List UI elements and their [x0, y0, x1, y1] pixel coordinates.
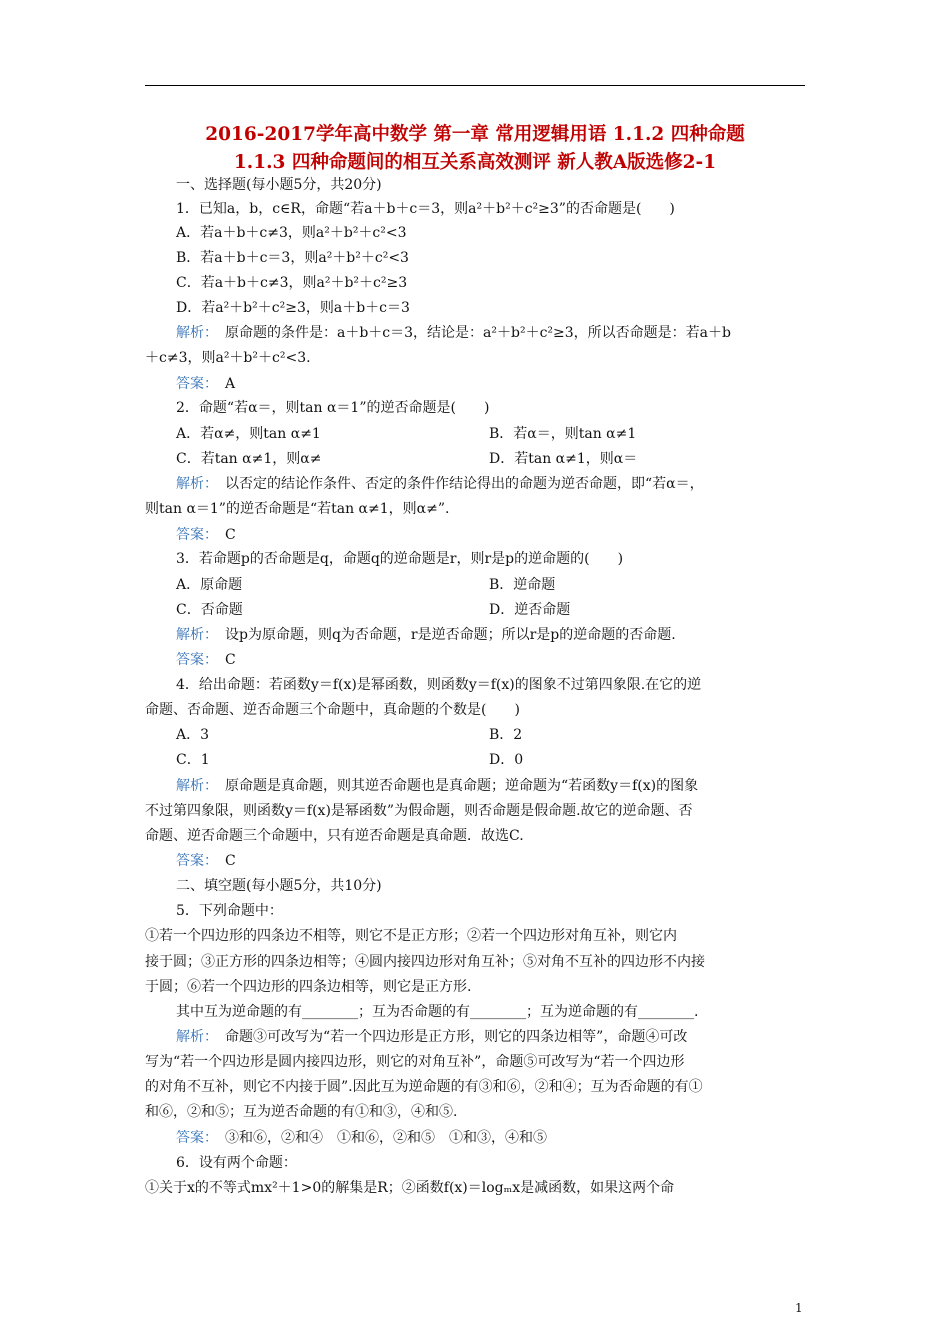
- q1-explanation-line-2: ＋c≠3，则a²＋b²＋c²<3.: [145, 350, 311, 366]
- q5-line-2: 接于圆；③正方形的四条边相等；④圆内接四边形对角互补；⑤对角不互补的四边形不内接: [145, 954, 705, 970]
- explanation-text: 原命题是真命题，则其逆否命题也是真命题；逆命题为“若函数y＝f(x)的图象: [225, 778, 699, 794]
- q1-answer: [176, 374, 235, 394]
- q5-blanks-line: 其中互为逆命题的有________；互为否命题的有________；互为逆命题的有________.: [176, 1004, 699, 1020]
- q4-option-c: C．1: [176, 752, 210, 768]
- document-title-line-2: 1.1.3 四种命题间的相互关系高效测评 新人教A版选修2-1: [233, 152, 717, 173]
- q4-answer: [176, 851, 236, 871]
- answer-value: A: [225, 376, 236, 392]
- document-title-line-1: 2016-2017学年高中数学 第一章 常用逻辑用语 1.1.2 四种命题: [205, 124, 745, 145]
- answer-label: 答案：: [176, 853, 211, 869]
- section-heading-choice: 一、选择题(每小题5分，共20分): [176, 177, 382, 193]
- q5-stem: 5．下列命题中：: [176, 903, 283, 919]
- q4-explanation-line-2: 不过第四象限，则函数y＝f(x)是幂函数”为假命题，则否命题是假命题.故它的逆命题、否: [145, 803, 693, 819]
- q5-line-3: 于圆；⑥若一个四边形的四条边相等，则它是正方形.: [145, 979, 472, 995]
- page-number: 1: [795, 1301, 803, 1315]
- q4-option-b: B．2: [489, 727, 523, 743]
- q1-stem: 1．已知a，b，c∈R，命题“若a＋b＋c＝3，则a²＋b²＋c²≥3”的否命题是( ): [176, 201, 675, 217]
- q3-option-d: D．逆否命题: [489, 602, 571, 618]
- q5-answer: [176, 1128, 547, 1148]
- q1-option-d: D．若a²＋b²＋c²≥3，则a＋b＋c＝3: [176, 300, 410, 316]
- q1-option-a: A．若a＋b＋c≠3，则a²＋b²＋c²<3: [176, 225, 407, 241]
- q2-option-c: C．若tan α≠1，则α≠: [176, 451, 322, 467]
- q5-line-1: ①若一个四边形的四条边不相等，则它不是正方形；②若一个四边形对角互补，则它内: [145, 928, 677, 944]
- q2-stem: 2．命题“若α＝，则tan α＝1”的逆否命题是( ): [176, 400, 490, 416]
- q5-explanation-line-2: 写为“若一个四边形是圆内接四边形，则它的对角互补”，命题⑤可改写为“若一个四边形: [145, 1054, 685, 1070]
- explanation-label: 解析：: [176, 325, 211, 341]
- explanation-label: 解析：: [176, 627, 211, 643]
- q2-option-b: B．若α＝，则tan α≠1: [489, 426, 637, 442]
- q6-line-1: ①关于x的不等式mx²＋1>0的解集是R；②函数f(x)＝logₘx是减函数，如果这两个命: [145, 1180, 675, 1196]
- q6-stem: 6．设有两个命题：: [176, 1155, 297, 1171]
- answer-value: C: [225, 652, 236, 668]
- q4-explanation-line-1: [176, 776, 698, 796]
- answer-label: 答案：: [176, 1130, 211, 1146]
- q4-option-d: D．0: [489, 752, 524, 768]
- q1-option-c: C．若a＋b＋c≠3，则a²＋b²＋c²≥3: [176, 275, 408, 291]
- q3-option-c: C．否命题: [176, 602, 243, 618]
- header-rule: [145, 85, 805, 86]
- section-heading-fill: 二、填空题(每小题5分，共10分): [176, 878, 382, 894]
- explanation-text: 命题③可改写为“若一个四边形是正方形，则它的四条边相等”，命题④可改: [225, 1029, 688, 1045]
- q1-explanation-line-1: [176, 323, 731, 343]
- explanation-text: 以否定的结论作条件、否定的条件作结论得出的命题为逆否命题，即“若α＝，: [225, 476, 704, 492]
- q3-option-a: A．原命题: [176, 577, 243, 593]
- explanation-label: 解析：: [176, 476, 211, 492]
- q4-stem-line-1: 4．给出命题：若函数y＝f(x)是幂函数，则函数y＝f(x)的图象不过第四象限.在它的逆: [176, 677, 702, 693]
- q3-explanation: [176, 625, 676, 645]
- q1-option-b: B．若a＋b＋c＝3，则a²＋b²＋c²<3: [176, 250, 409, 266]
- q3-stem: 3．若命题p的否命题是q，命题q的逆命题是r，则r是p的逆命题的( ): [176, 551, 624, 567]
- answer-value: C: [225, 527, 236, 543]
- q4-explanation-line-3: 命题、逆否命题三个命题中，只有逆否命题是真命题．故选C.: [145, 828, 524, 844]
- answer-label: 答案：: [176, 376, 211, 392]
- answer-value: C: [225, 853, 236, 869]
- answer-label: 答案：: [176, 652, 211, 668]
- q2-explanation-line-2: 则tan α＝1”的逆否命题是“若tan α≠1，则α≠”.: [145, 501, 450, 517]
- answer-value: ③和⑥，②和④ ①和⑥，②和⑤ ①和③，④和⑤: [225, 1130, 547, 1146]
- q3-answer: [176, 650, 236, 670]
- q5-explanation-line-4: 和⑥，②和⑤；互为逆否命题的有①和③，④和⑤.: [145, 1104, 458, 1120]
- q2-option-a: A．若α≠，则tan α≠1: [176, 426, 321, 442]
- explanation-text: 原命题的条件是：a＋b＋c＝3，结论是：a²＋b²＋c²≥3，所以否命题是：若a＋b: [225, 325, 731, 341]
- q2-option-d: D．若tan α≠1，则α＝: [489, 451, 638, 467]
- explanation-text: 设p为原命题，则q为否命题，r是逆否命题；所以r是p的逆命题的否命题.: [225, 627, 676, 643]
- q4-option-a: A．3: [176, 727, 210, 743]
- explanation-label: 解析：: [176, 1029, 211, 1045]
- q3-option-b: B．逆命题: [489, 577, 556, 593]
- explanation-label: 解析：: [176, 778, 211, 794]
- answer-label: 答案：: [176, 527, 211, 543]
- q2-answer: [176, 525, 236, 545]
- q2-explanation-line-1: [176, 474, 704, 494]
- q5-explanation-line-1: [176, 1027, 687, 1047]
- q5-explanation-line-3: 的对角不互补，则它不内接于圆”.因此互为逆命题的有③和⑥，②和④；互为否命题的有①: [145, 1079, 703, 1095]
- q4-stem-line-2: 命题、否命题、逆否命题三个命题中，真命题的个数是( ): [145, 702, 520, 718]
